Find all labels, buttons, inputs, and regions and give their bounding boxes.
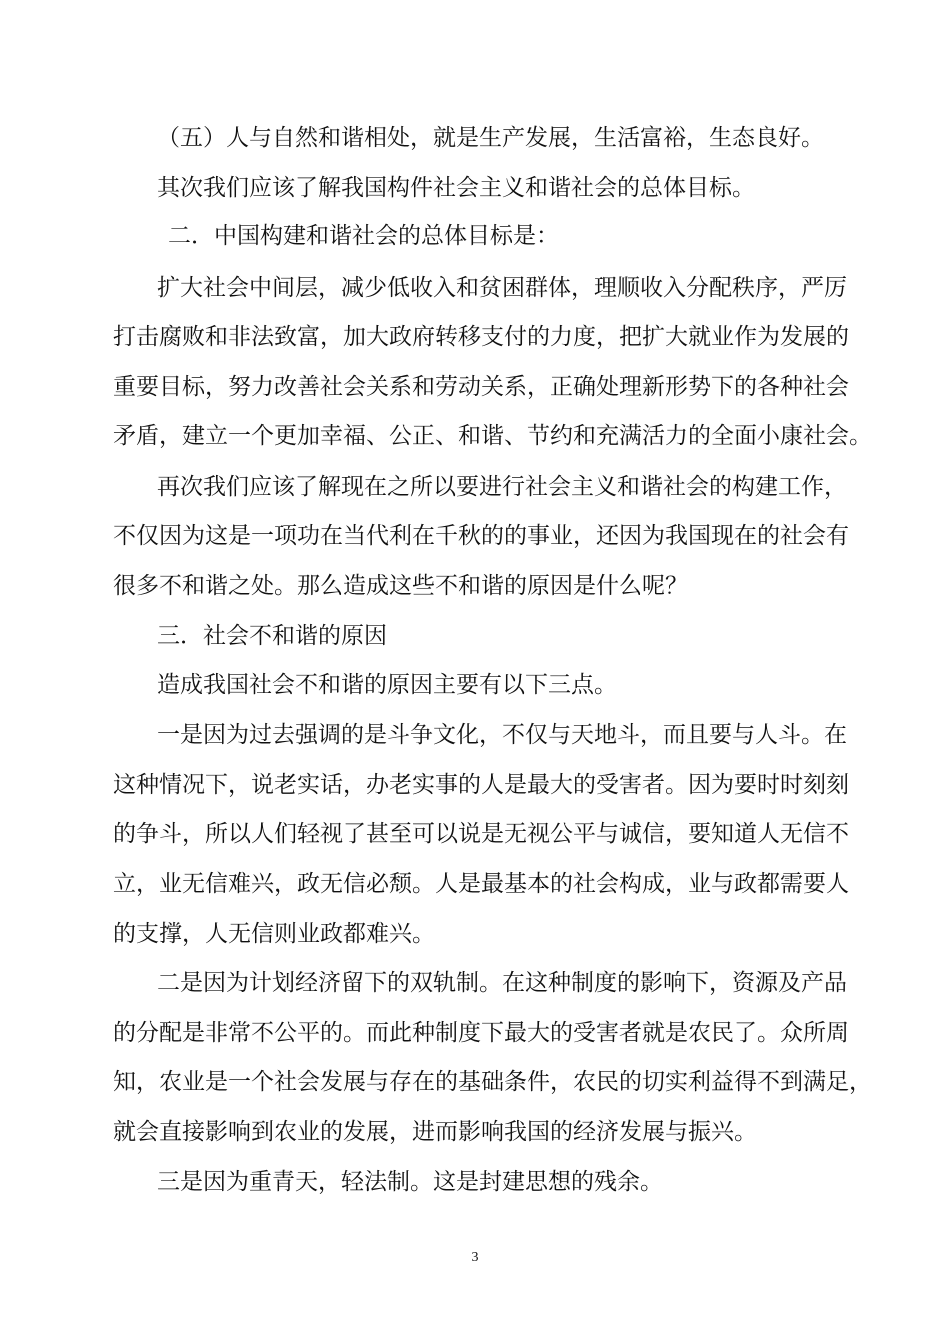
paragraph-line: 打击腐败和非法致富，加大政府转移支付的力度，把扩大就业作为发展的 xyxy=(113,324,849,350)
paragraph-line: 立，业无信难兴，政无信必颓。人是最基本的社会构成，业与政都需要人 xyxy=(113,871,849,897)
paragraph-line: 造成我国社会不和谐的原因主要有以下三点。 xyxy=(157,672,617,698)
paragraph-line: 矛盾，建立一个更加幸福、公正、和谐、节约和充满活力的全面小康社会。 xyxy=(113,423,872,449)
paragraph-line: （五）人与自然和谐相处，就是生产发展，生活富裕，生态良好。 xyxy=(157,125,824,151)
paragraph-line: 这种情况下，说老实话，办老实事的人是最大的受害者。因为要时时刻刻 xyxy=(113,772,849,798)
paragraph-line: 三是因为重青天，轻法制。这是封建思想的残余。 xyxy=(157,1169,663,1195)
paragraph-line: 再次我们应该了解现在之所以要进行社会主义和谐社会的构建工作， xyxy=(157,474,847,500)
paragraph-line: 二是因为计划经济留下的双轨制。在这种制度的影响下，资源及产品 xyxy=(157,970,847,996)
paragraph-line: 的分配是非常不公平的。而此种制度下最大的受害者就是农民了。众所周 xyxy=(113,1020,849,1046)
paragraph-line: 知，农业是一个社会发展与存在的基础条件，农民的切实利益得不到满足， xyxy=(113,1069,872,1095)
paragraph-line: 很多不和谐之处。那么造成这些不和谐的原因是什么呢？ xyxy=(113,573,688,599)
paragraph-line: 就会直接影响到农业的发展，进而影响我国的经济发展与振兴。 xyxy=(113,1119,757,1145)
paragraph-line: 扩大社会中间层，减少低收入和贫困群体，理顺收入分配秩序，严厉 xyxy=(157,275,847,301)
paragraph-line: 不仅因为这是一项功在当代利在千秋的的事业，还因为我国现在的社会有 xyxy=(113,523,849,549)
paragraph-line: 的支撑，人无信则业政都难兴。 xyxy=(113,921,435,947)
paragraph-line: 其次我们应该了解我国构件社会主义和谐社会的总体目标。 xyxy=(157,175,755,201)
paragraph-line: 重要目标，努力改善社会关系和劳动关系，正确处理新形势下的各种社会 xyxy=(113,374,849,400)
paragraph-line: 的争斗，所以人们轻视了甚至可以说是无视公平与诚信，要知道人无信不 xyxy=(113,821,849,847)
section-heading: 三．社会不和谐的原因 xyxy=(157,623,387,649)
paragraph-line: 一是因为过去强调的是斗争文化，不仅与天地斗，而且要与人斗。在 xyxy=(157,722,847,748)
section-heading: 二．中国构建和谐社会的总体目标是： xyxy=(168,223,559,249)
page-number: 3 xyxy=(471,1250,479,1265)
